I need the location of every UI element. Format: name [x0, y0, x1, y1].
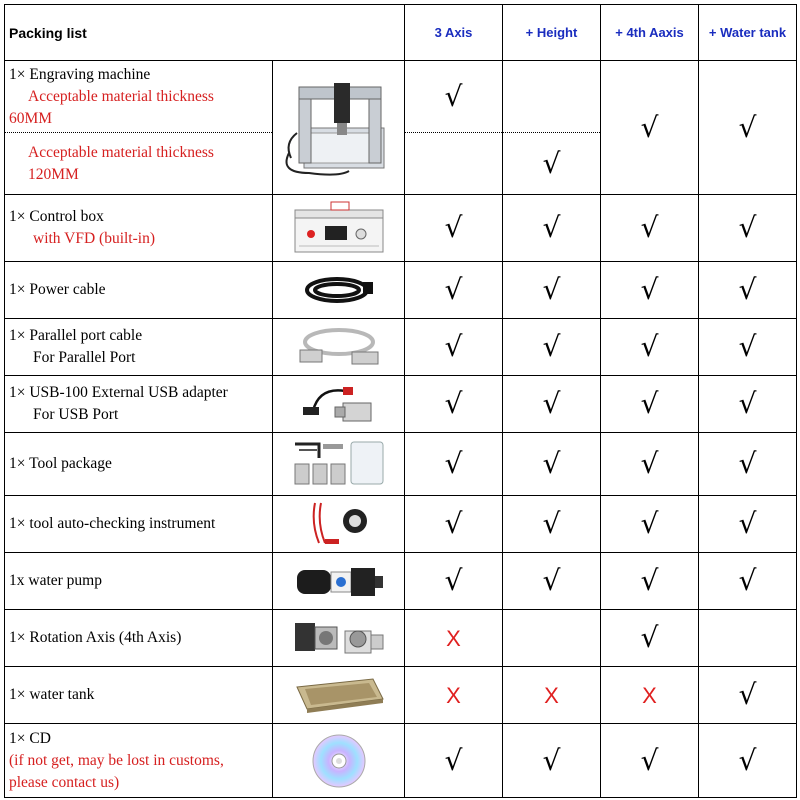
- check-mark: √: [640, 330, 659, 363]
- rotation-axis-desc: [5, 610, 273, 667]
- check-mark: √: [542, 330, 561, 363]
- usb-adapter-image: [273, 376, 405, 433]
- check-mark: √: [542, 273, 561, 306]
- usb-adapter-title: 1× USB-100 External USB adapter: [9, 384, 228, 401]
- power-water-tank: [699, 262, 797, 319]
- cd-note-1: (if not get, may be lost in customs,: [9, 751, 224, 769]
- packing-list-title: Packing list: [5, 5, 405, 61]
- check-mark: √: [542, 146, 561, 180]
- water-pump-title: 1x water pump: [9, 572, 102, 589]
- check-mark: √: [444, 387, 463, 420]
- cross-mark: X: [446, 683, 461, 708]
- check-mark: √: [640, 621, 659, 654]
- engraving-thickness-label-1: Acceptable material thickness: [28, 87, 214, 105]
- cross-mark: X: [642, 683, 657, 708]
- power-3axis: [405, 262, 503, 319]
- pump-height: [503, 553, 601, 610]
- check-mark: √: [640, 211, 659, 244]
- check-mark: √: [738, 507, 757, 540]
- water-tank-title: 1× water tank: [9, 686, 95, 703]
- check-mark: √: [444, 273, 463, 306]
- cd-height: [503, 724, 601, 798]
- cd-desc: [5, 724, 273, 798]
- row-engraving-60: [5, 61, 797, 133]
- engraving-4th-axis: [601, 61, 699, 195]
- tank-water-tank: [699, 667, 797, 724]
- auto-check-instrument-icon: [299, 499, 379, 549]
- auto-check-desc: [5, 496, 273, 553]
- tool-package-desc: [5, 433, 273, 496]
- check-mark: √: [738, 564, 757, 597]
- check-mark: √: [444, 330, 463, 363]
- tool-package-icon: [289, 436, 389, 492]
- check-mark: √: [542, 507, 561, 540]
- rotation-axis-title: 1× Rotation Axis (4th Axis): [9, 629, 182, 646]
- cd-water-tank: [699, 724, 797, 798]
- parallel-height: [503, 319, 601, 376]
- tool-package-image: [273, 433, 405, 496]
- check-mark: √: [738, 447, 757, 480]
- parallel-cable-title: 1× Parallel port cable: [9, 327, 143, 344]
- col-4th-axis: + 4th Aaxis: [601, 5, 699, 61]
- check-mark: √: [444, 507, 463, 540]
- check-mark: √: [444, 79, 463, 113]
- power-height: [503, 262, 601, 319]
- tool-3axis: [405, 433, 503, 496]
- rotation-water-tank: [699, 610, 797, 667]
- check-mark: √: [738, 211, 757, 244]
- usb-adapter-for: For USB Port: [33, 406, 119, 423]
- usb-3axis: [405, 376, 503, 433]
- power-cable-icon: [299, 270, 379, 310]
- water-pump-icon: [291, 558, 387, 604]
- engraving-title: 1× Engraving machine: [9, 65, 151, 83]
- tank-height: [503, 667, 601, 724]
- row-water-tank: [5, 667, 797, 724]
- auto-check-title: 1× tool auto-checking instrument: [9, 515, 216, 532]
- water-pump-image: [273, 553, 405, 610]
- parallel-cable-image: [273, 319, 405, 376]
- tank-3axis: [405, 667, 503, 724]
- usb-height: [503, 376, 601, 433]
- row-control-box: [5, 195, 797, 262]
- row-water-pump: [5, 553, 797, 610]
- check-mark: √: [444, 743, 463, 777]
- engraving-60-height: [503, 61, 601, 133]
- pump-water-tank: [699, 553, 797, 610]
- row-auto-check: [5, 496, 797, 553]
- check-mark: √: [640, 507, 659, 540]
- col-height: + Height: [503, 5, 601, 61]
- check-mark: √: [640, 110, 659, 144]
- engraving-120-3axis: [405, 133, 503, 195]
- packing-list-table: [4, 4, 797, 798]
- col-3-axis: 3 Axis: [405, 5, 503, 61]
- usb-4th-axis: [601, 376, 699, 433]
- usb-water-tank: [699, 376, 797, 433]
- autocheck-3axis: [405, 496, 503, 553]
- parallel-water-tank: [699, 319, 797, 376]
- check-mark: √: [444, 447, 463, 480]
- check-mark: √: [738, 678, 757, 711]
- check-mark: √: [542, 743, 561, 777]
- engraving-water-tank: [699, 61, 797, 195]
- header-row: [5, 5, 797, 61]
- rotation-height: [503, 610, 601, 667]
- check-mark: √: [444, 211, 463, 244]
- power-4th-axis: [601, 262, 699, 319]
- water-tank-icon: [291, 673, 387, 717]
- control-4th-axis: [601, 195, 699, 262]
- check-mark: √: [640, 743, 659, 777]
- autocheck-water-tank: [699, 496, 797, 553]
- check-mark: √: [738, 387, 757, 420]
- rotation-3axis: [405, 610, 503, 667]
- parallel-cable-for: For Parallel Port: [33, 349, 136, 366]
- check-mark: √: [640, 447, 659, 480]
- tool-package-title: 1× Tool package: [9, 455, 112, 472]
- check-mark: √: [542, 211, 561, 244]
- cd-note-2: please contact us): [9, 773, 120, 791]
- water-tank-image: [273, 667, 405, 724]
- usb-adapter-desc: [5, 376, 273, 433]
- pump-3axis: [405, 553, 503, 610]
- control-height: [503, 195, 601, 262]
- cd-3axis: [405, 724, 503, 798]
- tool-4th-axis: [601, 433, 699, 496]
- row-tool-package: [5, 433, 797, 496]
- cross-mark: X: [446, 626, 461, 651]
- rotation-axis-icon: [289, 613, 389, 663]
- control-water-tank: [699, 195, 797, 262]
- check-mark: √: [738, 743, 757, 777]
- control-box-desc: [5, 195, 273, 262]
- row-cd: [5, 724, 797, 798]
- cd-title: 1× CD: [9, 729, 51, 747]
- engraving-120-height: [503, 133, 601, 195]
- check-mark: √: [738, 110, 757, 144]
- parallel-3axis: [405, 319, 503, 376]
- check-mark: √: [738, 273, 757, 306]
- check-mark: √: [444, 564, 463, 597]
- autocheck-4th-axis: [601, 496, 699, 553]
- row-usb-adapter: [5, 376, 797, 433]
- parallel-cable-icon: [294, 324, 384, 370]
- autocheck-height: [503, 496, 601, 553]
- cd-4th-axis: [601, 724, 699, 798]
- control-box-title: 1× Control box: [9, 208, 104, 225]
- rotation-axis-image: [273, 610, 405, 667]
- power-cable-image: [273, 262, 405, 319]
- control-box-icon: [289, 200, 389, 256]
- engraving-desc-bottom: [5, 133, 273, 195]
- engraving-machine-icon: [279, 73, 399, 183]
- row-parallel-cable: [5, 319, 797, 376]
- power-cable-desc: [5, 262, 273, 319]
- usb-adapter-icon: [299, 381, 379, 427]
- parallel-4th-axis: [601, 319, 699, 376]
- row-power-cable: [5, 262, 797, 319]
- pump-4th-axis: [601, 553, 699, 610]
- engraving-thickness-120: 120MM: [28, 165, 79, 183]
- auto-check-image: [273, 496, 405, 553]
- check-mark: √: [640, 387, 659, 420]
- cd-disc-icon: [309, 731, 369, 791]
- water-tank-desc: [5, 667, 273, 724]
- cd-image: [273, 724, 405, 798]
- tool-height: [503, 433, 601, 496]
- parallel-cable-desc: [5, 319, 273, 376]
- check-mark: √: [738, 330, 757, 363]
- engraving-60-3axis: [405, 61, 503, 133]
- check-mark: √: [542, 447, 561, 480]
- row-rotation-axis: [5, 610, 797, 667]
- check-mark: √: [640, 273, 659, 306]
- engraving-machine-image: [273, 61, 405, 195]
- water-pump-desc: [5, 553, 273, 610]
- engraving-thickness-label-2: Acceptable material thickness: [28, 143, 214, 161]
- check-mark: √: [542, 387, 561, 420]
- check-mark: √: [542, 564, 561, 597]
- cross-mark: X: [544, 683, 559, 708]
- power-cable-title: 1× Power cable: [9, 281, 106, 298]
- engraving-thickness-60: 60MM: [9, 109, 53, 127]
- check-mark: √: [640, 564, 659, 597]
- rotation-4th-axis: [601, 610, 699, 667]
- engraving-desc-top: [5, 61, 273, 133]
- control-box-image: [273, 195, 405, 262]
- control-box-vfd: with VFD (built-in): [33, 230, 155, 247]
- control-3axis: [405, 195, 503, 262]
- tool-water-tank: [699, 433, 797, 496]
- tank-4th-axis: [601, 667, 699, 724]
- col-water-tank: + Water tank: [699, 5, 797, 61]
